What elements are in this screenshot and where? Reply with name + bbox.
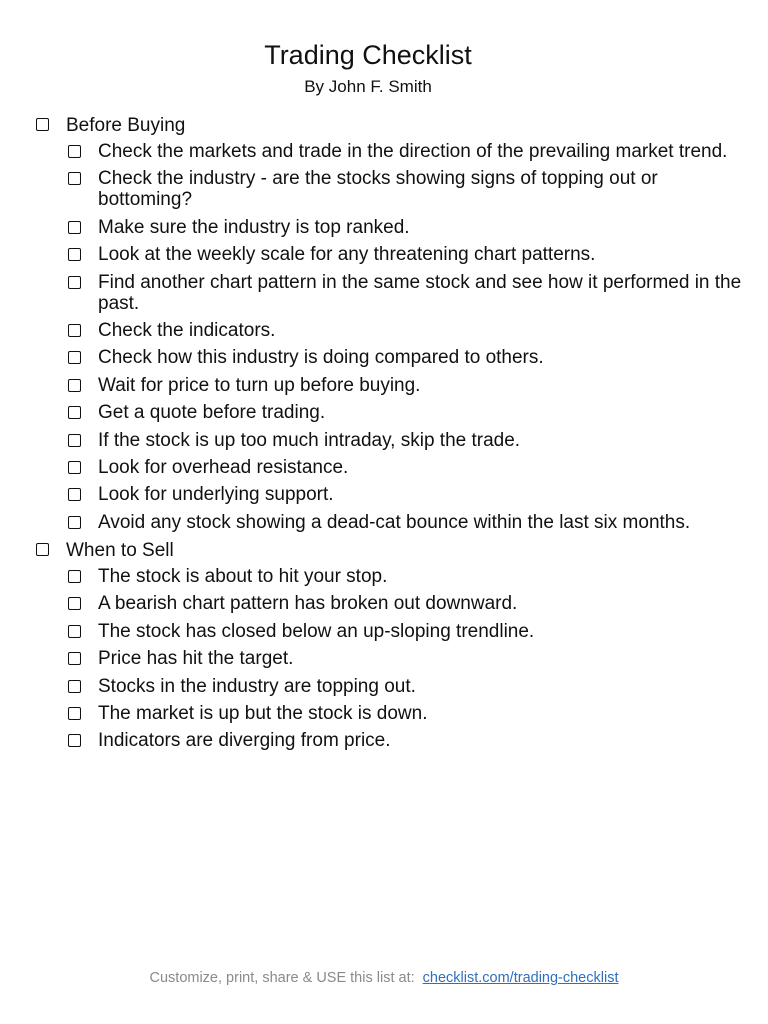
item-checkbox[interactable] xyxy=(68,570,81,583)
section-label: When to Sell xyxy=(66,540,174,562)
footer-text: Customize, print, share & USE this list at: xyxy=(149,970,415,986)
item-checkbox[interactable] xyxy=(68,680,81,693)
section-checkbox[interactable] xyxy=(36,543,49,556)
item-text: Stocks in the industry are topping out. xyxy=(98,675,416,697)
item-text: Wait for price to turn up before buying. xyxy=(98,374,421,396)
checklist-link[interactable]: checklist.com/trading-checklist xyxy=(422,970,619,986)
item-checkbox[interactable] xyxy=(68,625,81,638)
checklist-item xyxy=(0,648,768,669)
checklist-item xyxy=(0,375,768,396)
section-items xyxy=(0,566,768,751)
checklist-item xyxy=(0,593,768,614)
page-title: Trading Checklist xyxy=(264,40,472,70)
checklist-section xyxy=(0,114,768,533)
item-text: Get a quote before trading. xyxy=(98,402,326,424)
item-checkbox[interactable] xyxy=(68,172,81,185)
item-text: Avoid any stock showing a dead-cat bounce within the last six months. xyxy=(98,511,691,533)
item-checkbox[interactable] xyxy=(68,406,81,419)
checklist-section xyxy=(0,539,768,751)
section-items xyxy=(0,141,768,533)
item-text: Indicators are diverging from price. xyxy=(98,730,391,752)
item-checkbox[interactable] xyxy=(68,324,81,337)
checklist-item xyxy=(0,512,768,533)
item-checkbox[interactable] xyxy=(68,461,81,474)
checklist-item xyxy=(0,217,768,238)
item-text: Look for underlying support. xyxy=(98,484,334,506)
item-text: The stock is about to hit your stop. xyxy=(98,566,388,588)
item-checkbox[interactable] xyxy=(68,652,81,665)
author-byline: By John F. Smith xyxy=(304,77,432,96)
item-text: Make sure the industry is top ranked. xyxy=(98,216,410,238)
item-text: Find another chart pattern in the same stock and see how it performed in the past. xyxy=(98,271,742,314)
checklist-item xyxy=(0,566,768,587)
item-checkbox[interactable] xyxy=(68,145,81,158)
item-text: Look for overhead resistance. xyxy=(98,456,349,478)
section-header xyxy=(0,114,768,141)
item-checkbox[interactable] xyxy=(68,248,81,261)
checklist-item xyxy=(0,621,768,642)
checklist-item xyxy=(0,272,768,314)
item-checkbox[interactable] xyxy=(68,488,81,501)
item-text: The stock has closed below an up-sloping trendline. xyxy=(98,620,535,642)
section-checkbox[interactable] xyxy=(36,118,49,131)
checklist-item xyxy=(0,347,768,368)
checklist-item xyxy=(0,141,768,162)
item-checkbox[interactable] xyxy=(68,379,81,392)
item-checkbox[interactable] xyxy=(68,351,81,364)
checklist-item xyxy=(0,703,768,724)
item-text: The market is up but the stock is down. xyxy=(98,703,428,725)
item-text: Check how this industry is doing compared to others. xyxy=(98,347,544,369)
checklist-item xyxy=(0,168,768,210)
item-checkbox[interactable] xyxy=(68,221,81,234)
checklist-item xyxy=(0,676,768,697)
footer xyxy=(0,970,768,986)
item-text: If the stock is up too much intraday, skip the trade. xyxy=(98,429,521,451)
section-header xyxy=(0,539,768,566)
checklist-item xyxy=(0,244,768,265)
item-checkbox[interactable] xyxy=(68,276,81,289)
section-label: Before Buying xyxy=(66,115,186,136)
checklist-item xyxy=(0,320,768,341)
item-checkbox[interactable] xyxy=(68,434,81,447)
item-text: A bearish chart pattern has broken out downward. xyxy=(98,593,518,615)
item-text: Check the markets and trade in the direction of the prevailing market trend. xyxy=(98,141,728,162)
item-checkbox[interactable] xyxy=(68,597,81,610)
item-checkbox[interactable] xyxy=(68,734,81,747)
checklist-item xyxy=(0,402,768,423)
item-text: Check the industry - are the stocks showing signs of topping out or bottoming? xyxy=(98,168,658,211)
checklist-item xyxy=(0,730,768,751)
checklist-item xyxy=(0,484,768,505)
item-checkbox[interactable] xyxy=(68,516,81,529)
checklist-item xyxy=(0,457,768,478)
checklist xyxy=(0,114,768,758)
checklist-item xyxy=(0,430,768,451)
item-text: Look at the weekly scale for any threatening chart patterns. xyxy=(98,244,596,266)
item-text: Price has hit the target. xyxy=(98,648,294,670)
item-text: Check the indicators. xyxy=(98,319,276,341)
item-checkbox[interactable] xyxy=(68,707,81,720)
